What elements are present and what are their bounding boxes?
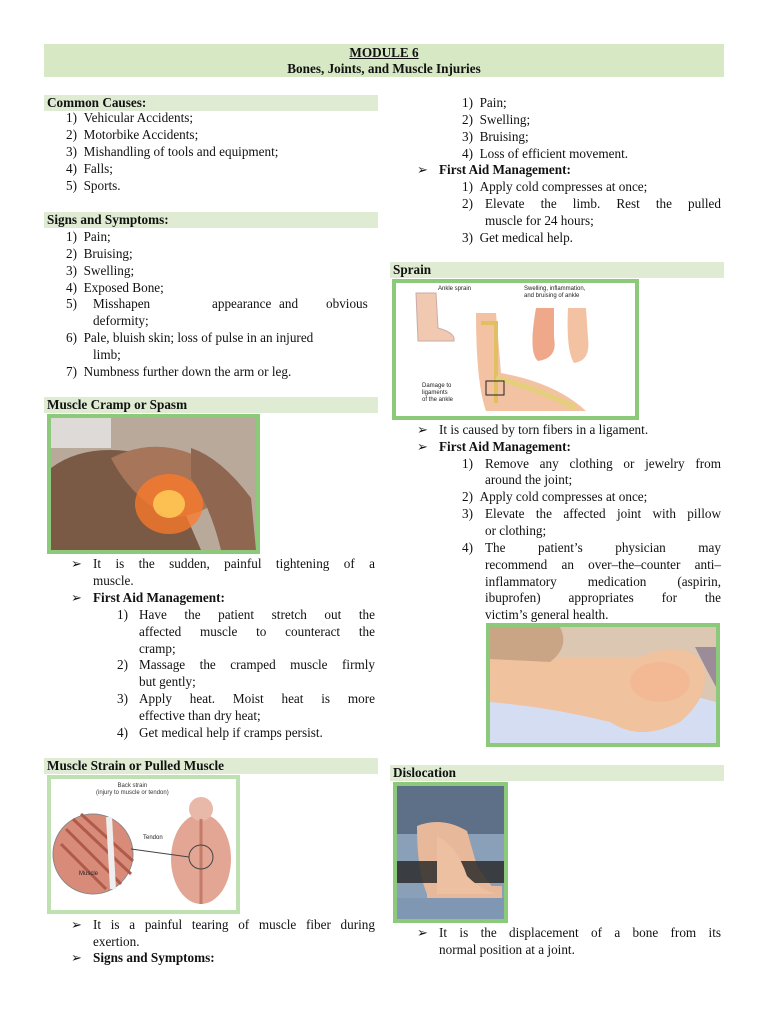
strain-definition-cont: exertion.: [93, 934, 140, 949]
muscle-cramp-photo: [47, 414, 260, 554]
arrow-bullet: ➢: [417, 162, 429, 177]
sprain-step-4-cont: victim’s general health.: [485, 607, 609, 622]
cramp-step-1-cont: cramp;: [139, 641, 176, 656]
list-item: 1) Pain;: [66, 229, 111, 244]
ankle-sprain-label: Ankle sprain: [438, 286, 472, 292]
list-item: 4) Exposed Bone;: [66, 280, 164, 295]
dislocation-definition-cont: normal position at a joint.: [439, 942, 575, 957]
muscle-strain-diagram: [47, 775, 240, 914]
list-item: 2) Swelling;: [462, 112, 531, 127]
sprain-diagram: [392, 279, 639, 420]
list-item: 5) Sports.: [66, 178, 121, 193]
sprain-step-1-cont: around the joint;: [485, 472, 573, 487]
list-item-text: deformity;: [93, 313, 149, 328]
list-item-text: appearance: [212, 296, 272, 311]
swelling-label: Swelling, inflammation, and bruising of ankle: [524, 286, 586, 299]
step-number: 2): [462, 196, 473, 211]
sprain-step-3: Elevate the affected joint with pillow: [485, 506, 721, 521]
step-number: 1): [117, 607, 128, 622]
arrow-bullet: ➢: [71, 590, 83, 605]
strain-definition: It is a painful tearing of muscle fiber during: [93, 917, 375, 932]
strain-step-2: Elevate the limb. Rest the pulled: [485, 196, 721, 211]
list-item-text: obvious: [326, 296, 368, 311]
signs-symptoms-heading: Signs and Symptoms:: [44, 212, 378, 228]
sprain-first-aid-heading: First Aid Management:: [439, 439, 571, 454]
list-item: 3) Mishandling of tools and equipment;: [66, 144, 279, 159]
dislocation-heading: Dislocation: [390, 765, 724, 781]
list-item: 2) Motorbike Accidents;: [66, 127, 199, 142]
dislocation-definition: It is the displacement of a bone from its: [439, 925, 721, 940]
list-item: 3) Swelling;: [66, 263, 135, 278]
cramp-step-2: Massage the cramped muscle firmly: [139, 657, 375, 672]
dislocation-photo: [393, 782, 508, 923]
list-item: 2) Apply cold compresses at once;: [462, 489, 648, 504]
list-item: 4) Loss of efficient movement.: [462, 146, 629, 161]
diagram-label: Back strain (injury to muscle or tendon): [96, 783, 169, 796]
arrow-bullet: ➢: [71, 950, 83, 965]
sprain-definition: It is caused by torn fibers in a ligament.: [439, 422, 649, 437]
list-item: 6) Pale, bluish skin; loss of pulse in an injured: [66, 330, 314, 345]
arrow-bullet: ➢: [417, 422, 429, 437]
arrow-bullet: ➢: [417, 439, 429, 454]
sprain-step-3-cont: or clothing;: [485, 523, 547, 538]
module-number: MODULE 6: [349, 45, 419, 60]
cramp-step-4: Get medical help if cramps persist.: [139, 725, 323, 740]
sprain-step-4-cont: ibuprofen) appropriates for the: [485, 590, 721, 605]
strain-step-2-cont: muscle for 24 hours;: [485, 213, 594, 228]
cramp-step-3-cont: effective than dry heat;: [139, 708, 261, 723]
step-number: 3): [117, 691, 128, 706]
sprain-step-4-cont: recommend an over–the–counter anti–: [485, 557, 721, 572]
cramp-step-3: Apply heat. Moist heat is more: [139, 691, 375, 706]
strain-first-aid-heading: First Aid Management:: [439, 162, 571, 177]
list-item: 3) Get medical help.: [462, 230, 573, 245]
cramp-definition-cont: muscle.: [93, 573, 134, 588]
tendon-label: Tendon: [143, 835, 163, 841]
dislocated-ankle-illustration: [397, 786, 504, 919]
list-item-text: Misshapen: [93, 296, 151, 311]
list-item: 2) Bruising;: [66, 246, 133, 261]
sprain-heading: Sprain: [390, 262, 724, 278]
leg-cramp-illustration: [51, 418, 256, 550]
swollen-ankle-photo: [486, 623, 720, 747]
muscle-strain-heading: Muscle Strain or Pulled Muscle: [44, 758, 378, 774]
step-number: 1): [462, 456, 473, 471]
module-title-banner: [44, 44, 724, 77]
list-item: 4) Falls;: [66, 161, 113, 176]
step-number: 2): [117, 657, 128, 672]
sprain-step-4-cont: inflammatory medication (aspirin,: [485, 574, 721, 589]
common-causes-heading: Common Causes:: [44, 95, 378, 111]
muscle-label: Muscle: [79, 871, 99, 877]
sprain-step-1: Remove any clothing or jewelry from: [485, 456, 721, 471]
cramp-step-1: Have the patient stretch out the: [139, 607, 375, 622]
list-item: 1) Vehicular Accidents;: [66, 110, 194, 125]
strain-signs-heading: Signs and Symptoms:: [93, 950, 215, 965]
arrow-bullet: ➢: [417, 925, 429, 940]
step-number: 4): [117, 725, 128, 740]
list-item: 3) Bruising;: [462, 129, 529, 144]
module-subtitle: Bones, Joints, and Muscle Injuries: [287, 61, 481, 76]
cramp-first-aid-heading: First Aid Management:: [93, 590, 225, 605]
cramp-definition: It is the sudden, painful tightening of a: [93, 556, 375, 571]
list-item-text: limb;: [93, 347, 121, 362]
arrow-bullet: ➢: [71, 556, 83, 571]
back-strain-illustration: [51, 779, 236, 910]
list-item: 1) Pain;: [462, 95, 507, 110]
list-item-text: and: [279, 296, 299, 311]
step-number: 3): [462, 506, 473, 521]
cramp-step-1-cont: affected muscle to counteract the: [139, 624, 375, 639]
arrow-bullet: ➢: [71, 917, 83, 932]
ligament-damage-label: Damage to ligaments of the ankle: [422, 383, 454, 403]
cramp-step-2-cont: but gently;: [139, 674, 196, 689]
sprain-step-4: The patient’s physician may: [485, 540, 721, 555]
list-item: 5): [66, 296, 77, 311]
list-item: 1) Apply cold compresses at once;: [462, 179, 648, 194]
muscle-cramp-heading: Muscle Cramp or Spasm: [44, 397, 378, 413]
step-number: 4): [462, 540, 473, 555]
list-item: 7) Numbness further down the arm or leg.: [66, 364, 292, 379]
swollen-ankle-illustration: [490, 627, 716, 743]
